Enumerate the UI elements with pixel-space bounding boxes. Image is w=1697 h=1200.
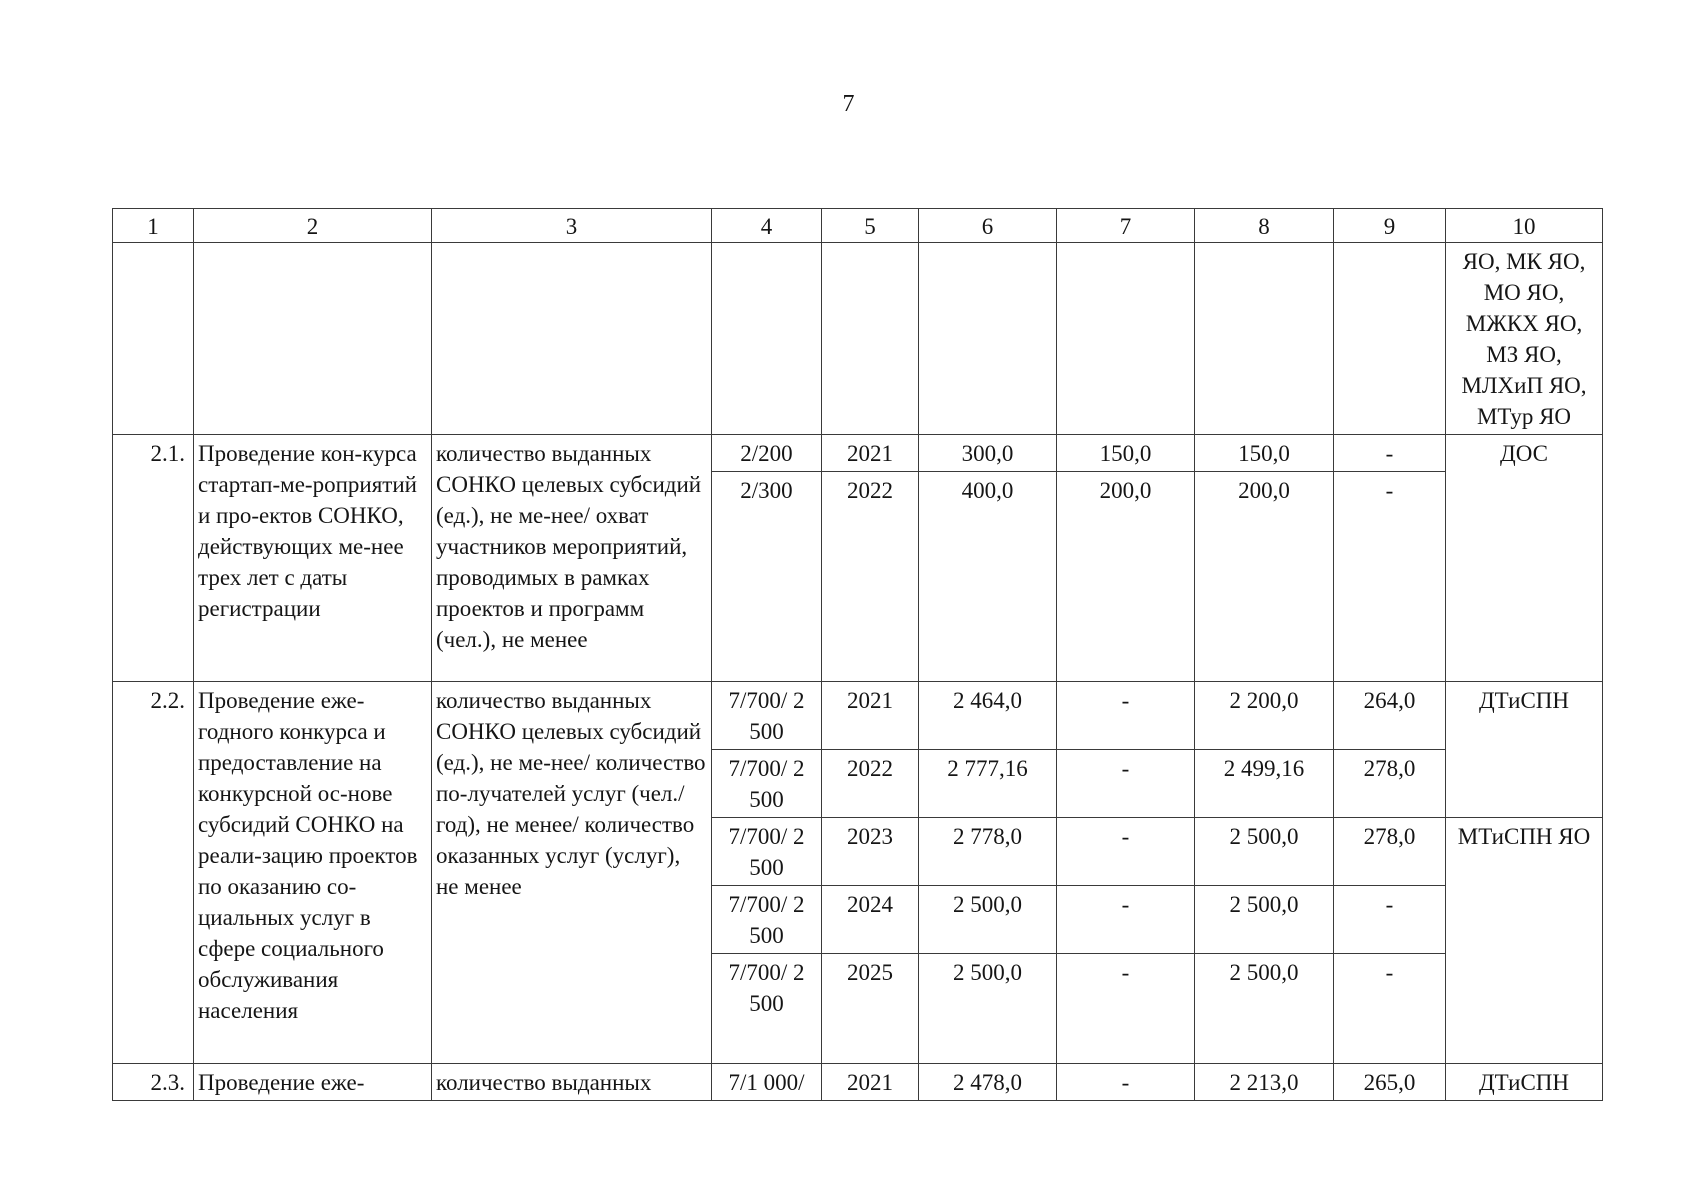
table-row bbox=[113, 1064, 1603, 1101]
total-amount: 2 777,16 bbox=[919, 750, 1057, 818]
indicator-value: 7/700/ 2 500 bbox=[712, 750, 822, 818]
header-col-10: 10 bbox=[1446, 209, 1603, 243]
regional-amount: 2 500,0 bbox=[1195, 886, 1334, 954]
header-col-8: 8 bbox=[1195, 209, 1334, 243]
indicator-value: 7/700/ 2 500 bbox=[712, 818, 822, 886]
other-amount: - bbox=[1334, 435, 1446, 472]
executor: ДТиСПН bbox=[1446, 1064, 1603, 1101]
regional-amount: 200,0 bbox=[1195, 472, 1334, 682]
indicator-value: 7/700/ 2 500 bbox=[712, 682, 822, 750]
header-col-4: 4 bbox=[712, 209, 822, 243]
program-table bbox=[112, 208, 1603, 1101]
year-cell: 2021 bbox=[822, 1064, 919, 1101]
year-cell: 2021 bbox=[822, 682, 919, 750]
total-amount: 2 464,0 bbox=[919, 682, 1057, 750]
total-amount: 300,0 bbox=[919, 435, 1057, 472]
regional-amount: 2 500,0 bbox=[1195, 954, 1334, 1064]
federal-amount: 150,0 bbox=[1057, 435, 1195, 472]
other-amount: 265,0 bbox=[1334, 1064, 1446, 1101]
other-amount: - bbox=[1334, 472, 1446, 682]
indicator-value: 7/1 000/ bbox=[712, 1064, 822, 1101]
table-row bbox=[113, 435, 1603, 472]
row-number: 2.1. bbox=[113, 435, 194, 682]
continuation-executor: ЯО, МК ЯО, МО ЯО, МЖКХ ЯО, МЗ ЯО, МЛХиП ЯО, МТур ЯО bbox=[1446, 243, 1603, 435]
header-row bbox=[113, 209, 1603, 243]
year-cell: 2025 bbox=[822, 954, 919, 1064]
total-amount: 2 778,0 bbox=[919, 818, 1057, 886]
indicator-text: количество выданных СОНКО целевых субсидий (ед.), не ме-нее/ охват участников мероприятий, проводимых в рамках проектов и программ (чел.), не менее bbox=[432, 435, 712, 682]
table-row bbox=[113, 682, 1603, 750]
event-name: Проведение еже-годного конкурса и предоставление на конкурсной ос-нове субсидий СОНКО на реали-зацию проектов по оказанию со-циальных услуг в сфере социального обслуживания населения bbox=[194, 682, 432, 1064]
other-amount: - bbox=[1334, 954, 1446, 1064]
year-cell: 2022 bbox=[822, 750, 919, 818]
regional-amount: 2 499,16 bbox=[1195, 750, 1334, 818]
year-cell: 2021 bbox=[822, 435, 919, 472]
header-col-1: 1 bbox=[113, 209, 194, 243]
page-number: 7 bbox=[842, 91, 855, 117]
federal-amount: - bbox=[1057, 886, 1195, 954]
total-amount: 2 478,0 bbox=[919, 1064, 1057, 1101]
total-amount: 2 500,0 bbox=[919, 886, 1057, 954]
federal-amount: - bbox=[1057, 1064, 1195, 1101]
indicator-text: количество выданных СОНКО целевых субсидий (ед.), не ме-нее/ количество по-лучателей услуг (чел./год), не менее/ количество оказанных услуг (услуг), не менее bbox=[432, 682, 712, 1064]
indicator-value: 2/200 bbox=[712, 435, 822, 472]
indicator-value: 7/700/ 2 500 bbox=[712, 954, 822, 1064]
other-amount: 278,0 bbox=[1334, 750, 1446, 818]
federal-amount: - bbox=[1057, 750, 1195, 818]
year-cell: 2023 bbox=[822, 818, 919, 886]
year-cell: 2022 bbox=[822, 472, 919, 682]
indicator-value: 2/300 bbox=[712, 472, 822, 682]
total-amount: 400,0 bbox=[919, 472, 1057, 682]
regional-amount: 2 213,0 bbox=[1195, 1064, 1334, 1101]
other-amount: - bbox=[1334, 886, 1446, 954]
continuation-row bbox=[113, 243, 1603, 435]
federal-amount: - bbox=[1057, 682, 1195, 750]
event-name: Проведение кон-курса стартап-ме-роприятий и про-ектов СОНКО, действующих ме-нее трех лет с даты регистрации bbox=[194, 435, 432, 682]
total-amount: 2 500,0 bbox=[919, 954, 1057, 1064]
indicator-text: количество выданных bbox=[432, 1064, 712, 1101]
regional-amount: 2 200,0 bbox=[1195, 682, 1334, 750]
header-col-7: 7 bbox=[1057, 209, 1195, 243]
executor: ДОС bbox=[1446, 435, 1603, 682]
federal-amount: - bbox=[1057, 818, 1195, 886]
other-amount: 278,0 bbox=[1334, 818, 1446, 886]
row-number: 2.2. bbox=[113, 682, 194, 1064]
federal-amount: 200,0 bbox=[1057, 472, 1195, 682]
header-col-9: 9 bbox=[1334, 209, 1446, 243]
executor: ДТиСПН bbox=[1446, 682, 1603, 818]
row-number: 2.3. bbox=[113, 1064, 194, 1101]
header-col-5: 5 bbox=[822, 209, 919, 243]
executor: МТиСПН ЯО bbox=[1446, 818, 1603, 1064]
federal-amount: - bbox=[1057, 954, 1195, 1064]
indicator-value: 7/700/ 2 500 bbox=[712, 886, 822, 954]
regional-amount: 150,0 bbox=[1195, 435, 1334, 472]
header-col-3: 3 bbox=[432, 209, 712, 243]
regional-amount: 2 500,0 bbox=[1195, 818, 1334, 886]
header-col-2: 2 bbox=[194, 209, 432, 243]
other-amount: 264,0 bbox=[1334, 682, 1446, 750]
year-cell: 2024 bbox=[822, 886, 919, 954]
header-col-6: 6 bbox=[919, 209, 1057, 243]
event-name: Проведение еже- bbox=[194, 1064, 432, 1101]
